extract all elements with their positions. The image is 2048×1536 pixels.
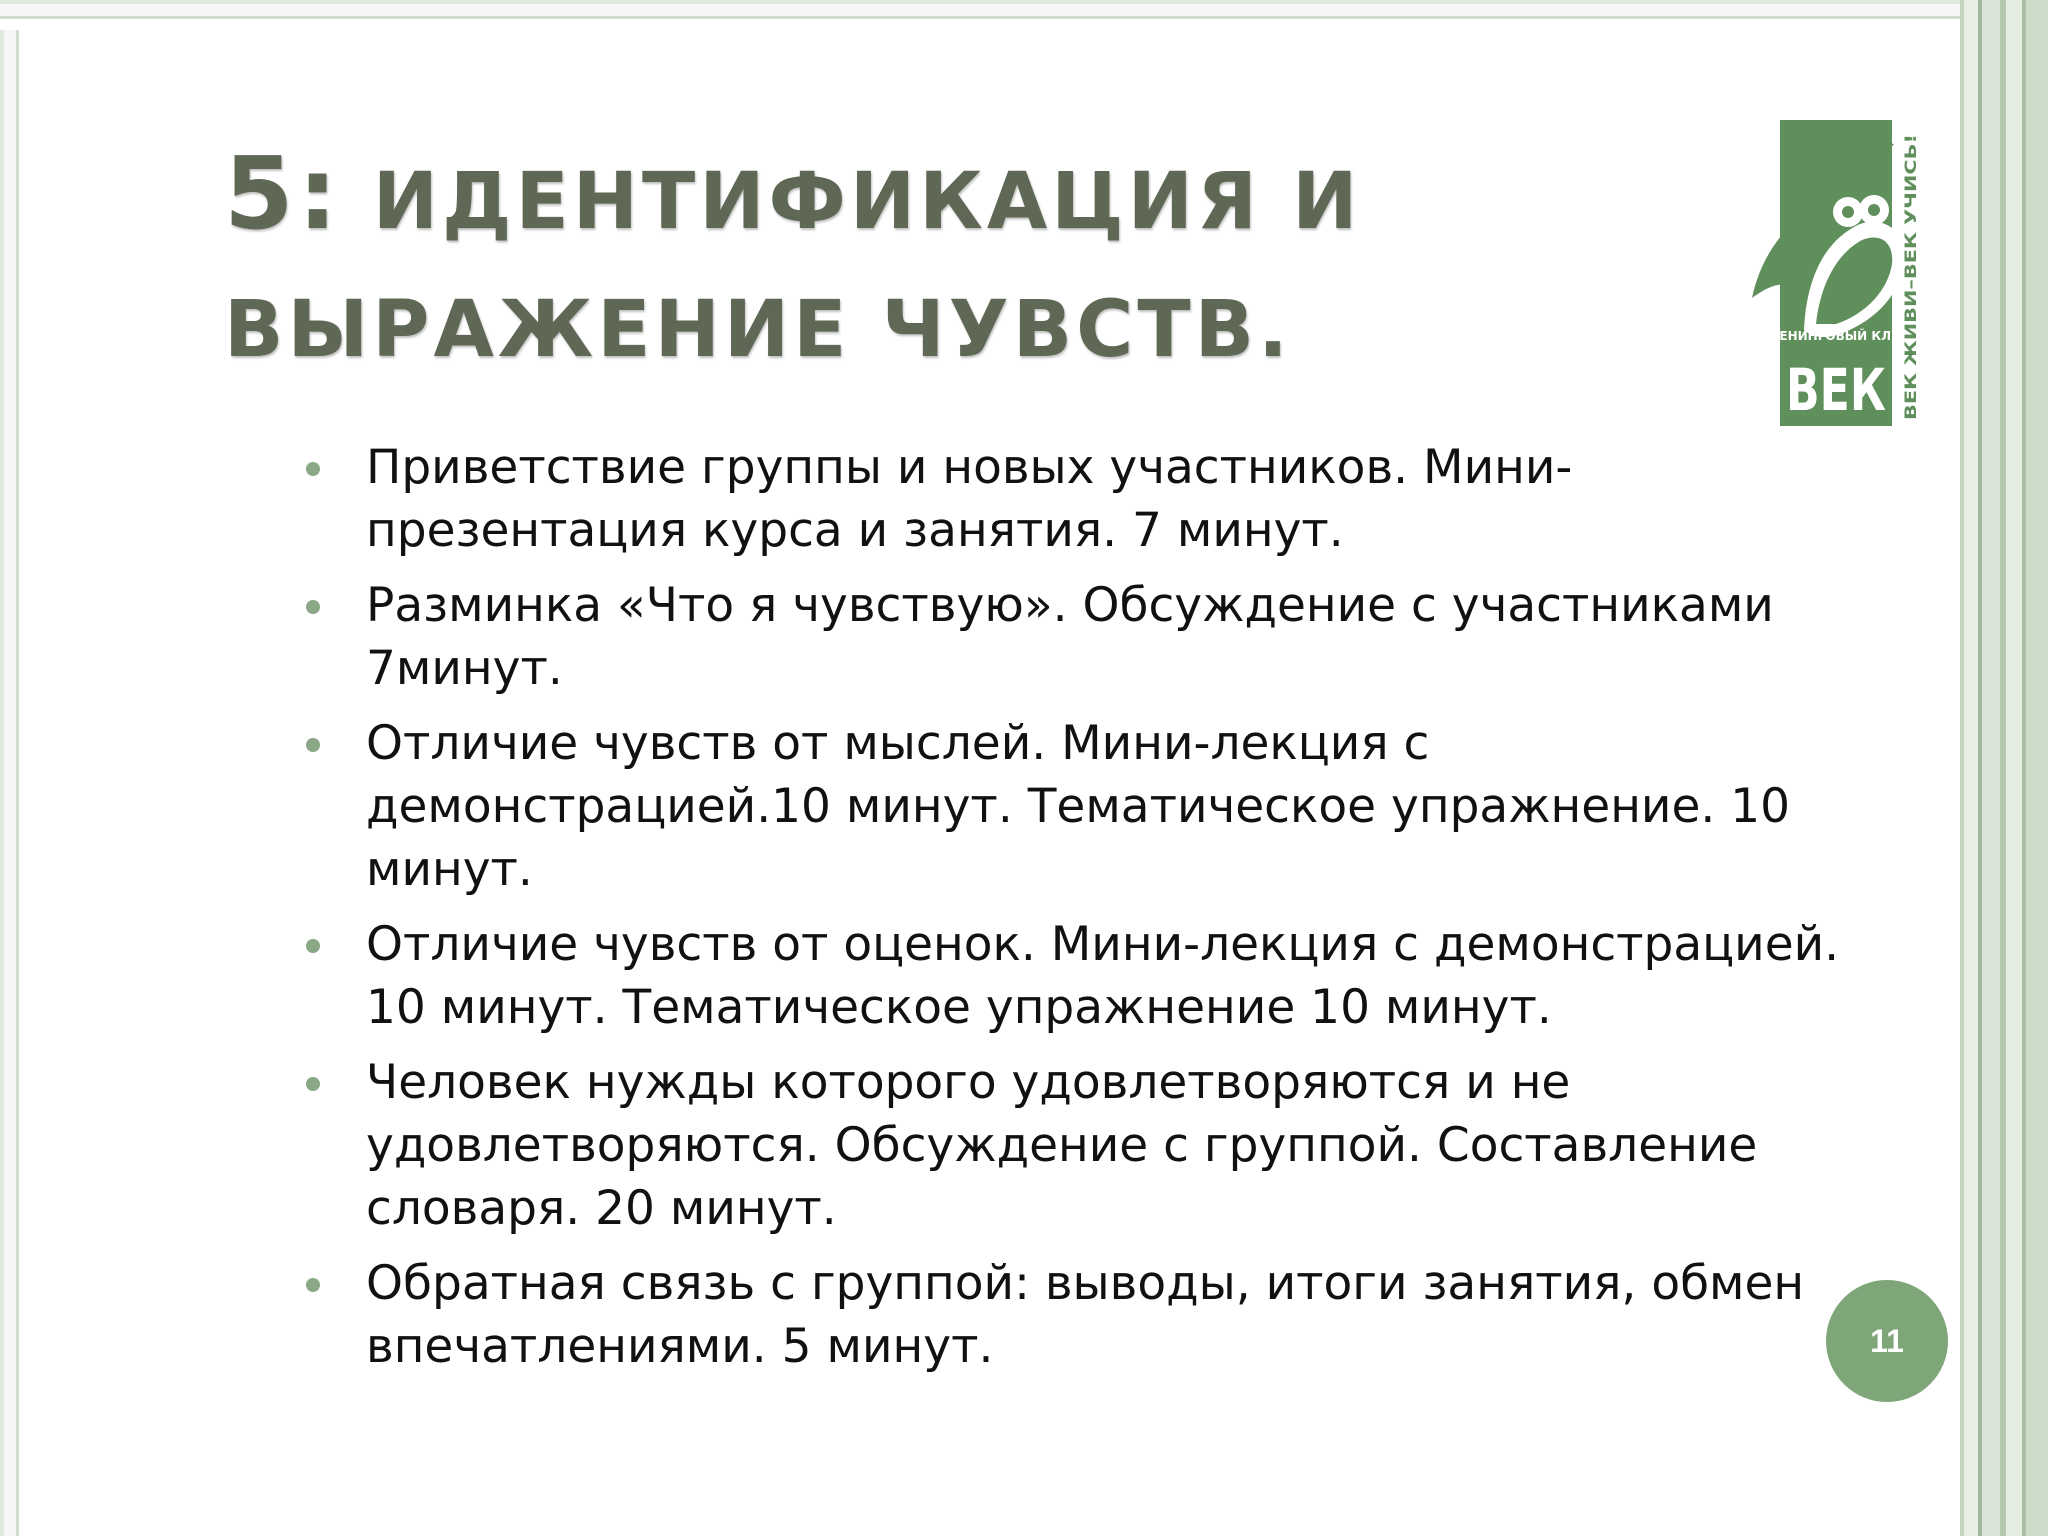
list-item: [300, 913, 1860, 1039]
bullet-icon: [306, 738, 320, 752]
logo-slogan: ВЕК ЖИВИ–ВЕК УЧИСЬ!: [1901, 200, 1920, 420]
title-number: 5:: [224, 135, 342, 252]
bullet-icon: [306, 600, 320, 614]
slide-title: [224, 130, 1684, 394]
list-item-text: Отличие чувств от оценок. Мини-лекция с демонстрацией. 10 минут. Тематическое упражнение 10 минут.: [366, 917, 1840, 1035]
bullet-icon: [306, 1077, 320, 1091]
logo-name: ВЕК: [1786, 356, 1886, 424]
bullet-icon: [306, 1278, 320, 1292]
list-item-text: Разминка «Что я чувствую». Обсуждение с участниками 7минут.: [366, 578, 1774, 696]
list-item: [300, 574, 1860, 700]
frame-top-border: [0, 0, 1964, 30]
club-logo: [1744, 120, 1934, 426]
page-number-badge: 11: [1826, 1280, 1948, 1402]
bullet-icon: [306, 462, 320, 476]
title-line-1: ИДЕНТИФИКАЦИЯ И: [372, 157, 1362, 247]
bullet-icon: [306, 939, 320, 953]
list-item-text: Человек нужды которого удовлетворяются и не удовлетворяются. Обсуждение с группой. Составление словаря. 20 минут.: [366, 1055, 1758, 1236]
agenda-list: [300, 436, 1860, 1390]
list-item-text: Обратная связь с группой: выводы, итоги занятия, обмен впечатлениями. 5 минут.: [366, 1256, 1805, 1374]
list-item-text: Отличие чувств от мыслей. Мини-лекция с демонстрацией.10 минут. Тематическое упражнение. 10 минут.: [366, 716, 1791, 897]
list-item: [300, 1252, 1860, 1378]
frame-left-border: [0, 0, 30, 1536]
list-item: [300, 436, 1860, 562]
list-item-text: Приветствие группы и новых участников. Мини-презентация курса и занятия. 7 минут.: [366, 440, 1573, 558]
title-line-2: ВЫРАЖЕНИЕ ЧУВСТВ.: [224, 285, 1292, 375]
list-item: [300, 712, 1860, 901]
list-item: [300, 1051, 1860, 1240]
frame-right-border: [1960, 0, 2048, 1536]
logo-club-label: ТРЕНИНГОВЫЙ КЛУБ: [1762, 329, 1910, 343]
